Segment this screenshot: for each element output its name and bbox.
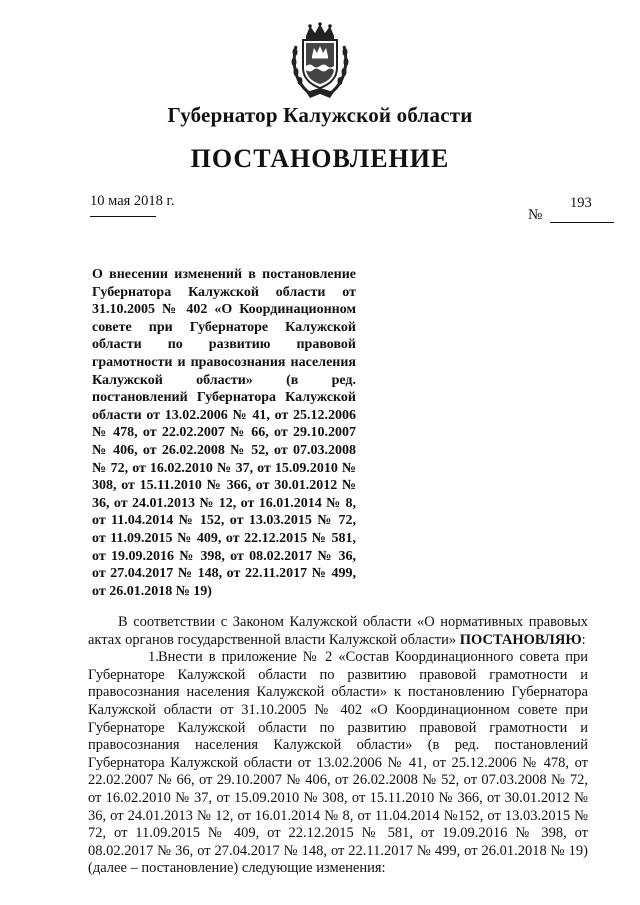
item-1-paragraph bbox=[88, 649, 588, 878]
item-1-number: 1. bbox=[148, 649, 159, 666]
preamble-text: В соответствии с Законом Калужской области «О нормативных правовых актах органов государственной власти Калужской области» bbox=[88, 614, 588, 648]
number-underline bbox=[550, 222, 614, 223]
decree-word: ПОСТАНОВЛЯЮ bbox=[459, 631, 582, 648]
item-1-text: Внести в приложение № 2 «Состав Координационного совета при Губернаторе Калужской области по развитию правовой грамотности и правосознания населения Калужской области» к постановлению Губернатора Калужской области от 31.10.2005 № 402 «О Координационном совете при Губернаторе Калужской области по развитию правовой грамотности и правосознания населения Калужской области» (в ред. постановлений Губернатора Калужской области от 13.02.2006 № 41, от 25.12.2006 № 478, от 22.02.2007 № 66, от 29.10.2007 № 406, от 26.02.2008 № 52, от 07.03.2008 № 72, от 16.02.2010 № 37, от 15.09.2010 № 308, от 15.11.2010 № 366, от 30.01.2012 № 36, от 24.01.2013 № 12, от 16.01.2014 № 8, от 11.04.2014 №152, от 13.03.2015 № 72, от 11.09.2015 № 409, от 22.12.2015 № 581, от 19.09.2016 № 398, от 08.02.2017 № 36, от 27.04.2017 № 148, от 22.11.2017 № 499, от 26.01.2018 № 19) (далее – постановление) следующие изменения: bbox=[88, 649, 588, 877]
kaluga-coat-of-arms-icon bbox=[290, 22, 350, 100]
authority-title: Губернатор Калужской области bbox=[167, 103, 473, 127]
document-body bbox=[88, 614, 588, 878]
decree-colon: : bbox=[581, 631, 586, 648]
document-subject: О внесении изменений в постановление Губернатора Калужской области от 31.10.2005 № 402 «О Координационном совете при Губернаторе Калужской области по развитию правовой грамотности и правосознания населения Калужской области» (в ред. постановлений Губернатора Калужской области от 13.02.2006 № 41, от 25.12.2006 № 478, от 22.02.2007 № 66, от 29.10.2007 № 406, от 26.02.2008 № 52, от 07.03.2008 № 72, от 16.02.2010 № 37, от 15.09.2010 № 308, от 15.11.2010 № 366, от 30.01.2012 № 36, от 24.01.2013 № 12, от 16.01.2014 № 8, от 11.04.2014 № 152, от 13.03.2015 № 72, от 11.09.2015 № 409, от 22.12.2015 № 581, от 19.09.2016 № 398, от 08.02.2017 № 36, от 27.04.2017 № 148, от 22.11.2017 № 499, от 26.01.2018 № 19) bbox=[92, 267, 356, 599]
document-number: 193 bbox=[570, 195, 592, 211]
number-sign: № bbox=[528, 207, 543, 223]
document-type-title: ПОСТАНОВЛЕНИЕ bbox=[190, 144, 450, 173]
preamble-paragraph bbox=[88, 614, 588, 649]
document-date: 10 мая 2018 г. bbox=[90, 193, 175, 209]
date-underline bbox=[90, 216, 156, 217]
